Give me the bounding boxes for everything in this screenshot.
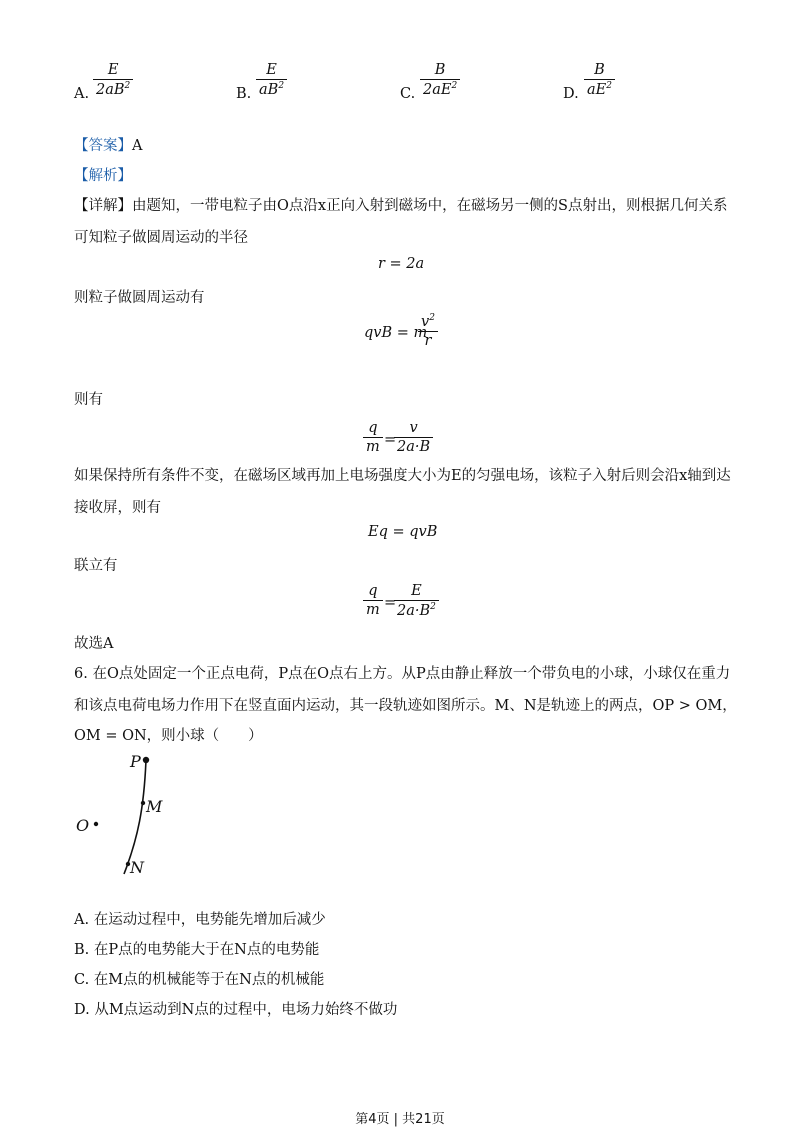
label-o: O [76,816,90,835]
analysis-tag: 【解析】 [74,168,132,184]
point-o-dot [94,822,98,826]
conclusion: 故选A [74,636,114,652]
option-c-letter: C. [400,86,416,102]
equation-ratio-2-equals: = [384,595,397,611]
label-p: P [130,752,141,771]
equation-ratio-1-right: v 2a·B [394,420,433,455]
detail-line-7: 联立有 [74,558,118,574]
question6-choice-c: C. 在M点的机械能等于在N点的机械能 [74,972,325,988]
equation-radius: r = 2a [378,256,425,272]
detail-line-3: 则粒子做圆周运动有 [74,290,205,306]
answer-line [74,134,142,155]
detail-line-4: 则有 [74,392,103,408]
question6-choice-a: A. 在运动过程中，电势能先增加后减少 [74,912,326,928]
equation-force-fraction: $v^2$ r [418,313,438,349]
question6-line-3: OM = ON，则小球（ ） [74,728,263,744]
option-c-fraction: B $2aE^2$ [420,62,460,98]
analysis-line [74,164,132,185]
option-a-letter: A. [74,86,90,102]
equation-ratio-2-right: E $2a\cdot B^2$ [394,583,439,619]
question6-choice-d: D. 从M点运动到N点的过程中，电场力始终不做功 [74,1002,398,1018]
trajectory-curve [124,760,146,874]
point-p-dot [143,757,149,763]
option-d-letter: D. [563,86,579,102]
detail-line-5: 如果保持所有条件不变，在磁场区域再加上电场强度大小为E的匀强电场，该粒子入射后则会沿x轴到达 [74,468,731,484]
detail-line-6: 接收屏，则有 [74,500,161,516]
equation-force-left: qvB = m [364,325,428,341]
point-m-dot [141,801,145,805]
answer-value: A [132,138,143,154]
equation-ratio-2-left: q m [363,583,383,618]
equation-ratio-1-left: q m [363,420,383,455]
option-d-fraction: B $aE^2$ [584,62,615,98]
question6-line-2: 和该点电荷电场力作用下在竖直面内运动，其一段轨迹如图所示。M、N是轨迹上的两点，OP > OM， [74,698,737,714]
detail-line-2: 可知粒子做圆周运动的半径 [74,230,248,246]
answer-tag: 【答案】 [74,138,132,154]
label-m: M [146,797,163,816]
detail-text-1: 由题知，一带电粒子由O点沿x正向入射到磁场中，在磁场另一侧的S点射出，则根据几何关系 [132,198,728,214]
option-b-fraction: E $aB^2$ [256,62,287,98]
page-footer: 第4页 | 共21页 [355,1112,445,1127]
label-n: N [130,858,144,877]
question6-line-1: 6. 在O点处固定一个正点电荷，P点在O点右上方。从P点由静止释放一个带负电的小球，小球仅在重力 [74,666,731,682]
question6-choice-b: B. 在P点的电势能大于在N点的电势能 [74,942,320,958]
detail-tag: 【详解】 [74,198,132,214]
option-b-letter: B. [236,86,252,102]
equation-balance: Eq = qvB [368,524,438,540]
option-a-fraction: E $2aB^2$ [93,62,133,98]
equation-ratio-1-equals: = [384,432,397,448]
detail-line-1 [74,194,728,215]
